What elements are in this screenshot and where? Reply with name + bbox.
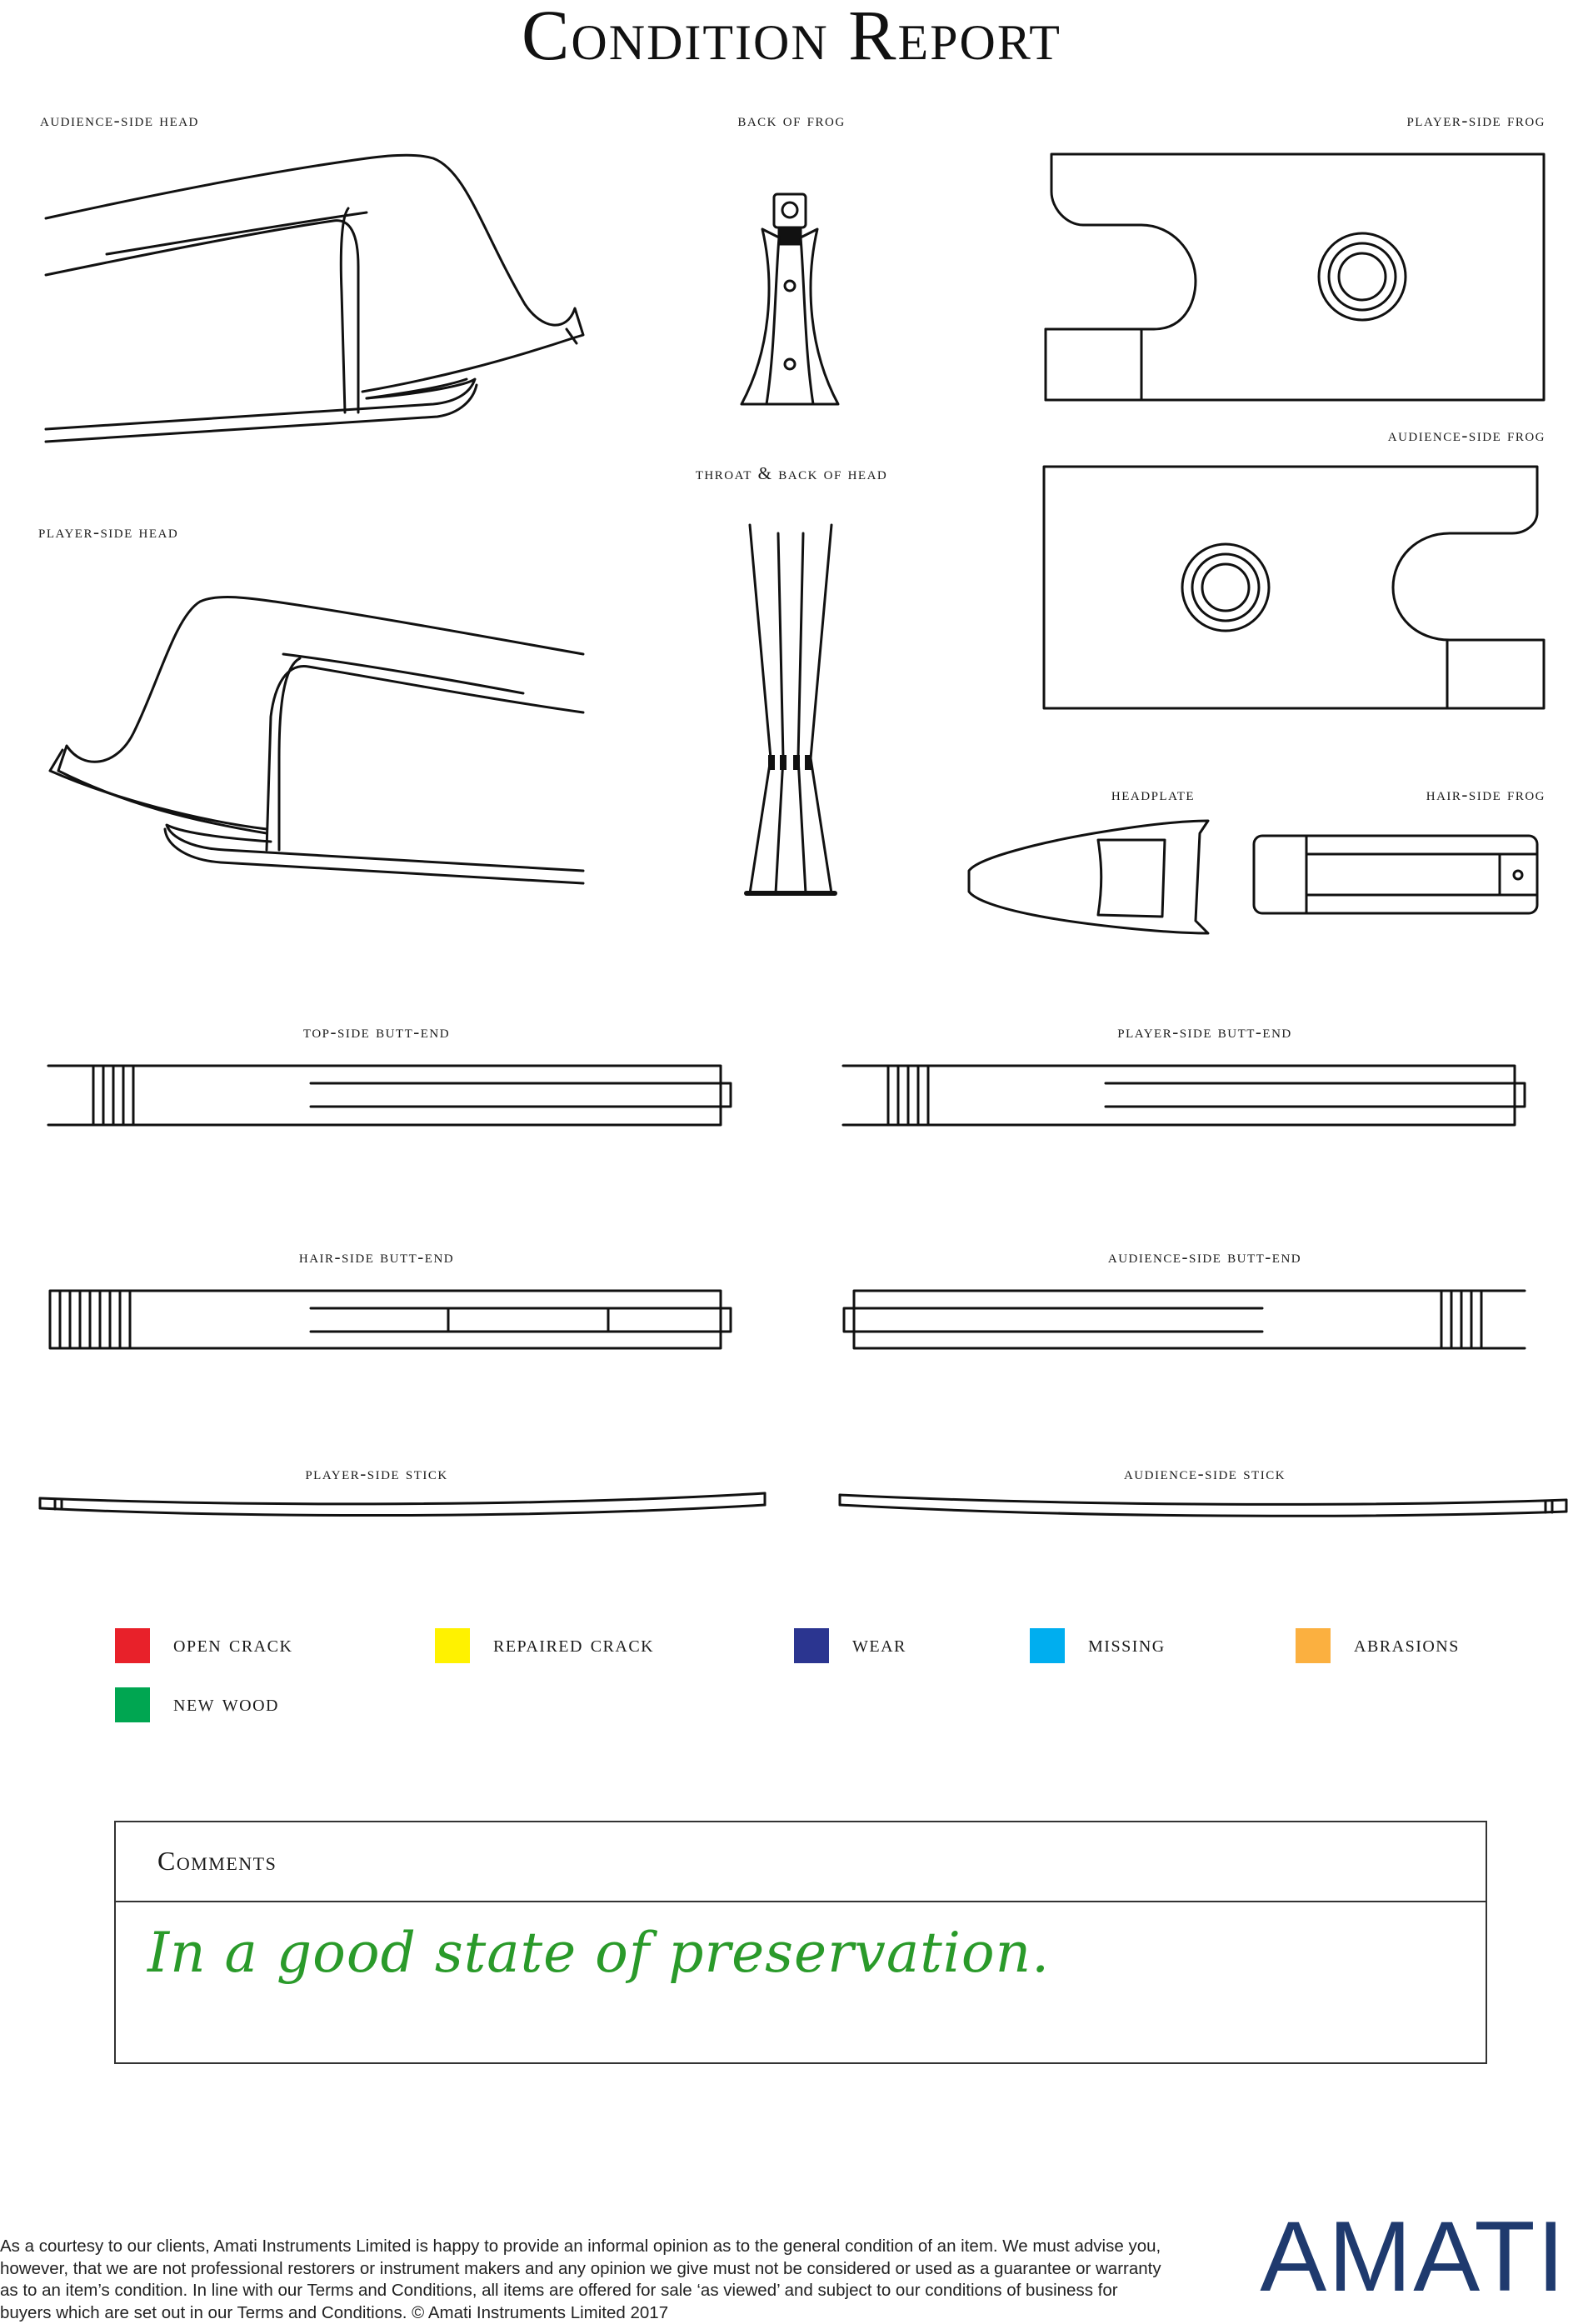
comments-box[interactable] <box>114 1821 1487 2064</box>
disclaimer-text: As a courtesy to our clients, Amati Instruments Limited is happy to provide an informal opinion as to the general condition of an item. We must advise you, however, that we are not professional restorers or instrument makers and any opinion we give must not be considered or used as a guarantee or warranty as to an item’s condition. In line with our Terms and Conditions, all items are offered for sale ‘as viewed’ and subject to our conditions of business for buyers which are set out in our Terms and Conditions. © Amati Instruments Limited 2017 <box>0 2237 1161 2322</box>
legend-swatch <box>435 1628 470 1663</box>
page-title: Condition Report <box>522 0 1061 75</box>
comments-handwriting: In a good state of preservation. <box>147 1921 1051 1985</box>
label-player-side-stick: player-side stick <box>305 1463 448 1483</box>
comments-label: Comments <box>157 1846 277 1876</box>
label-hair-side-frog: hair-side frog <box>1426 784 1546 804</box>
audience-side-frog-drawing <box>1044 467 1544 708</box>
label-headplate: headplate <box>1111 784 1196 804</box>
legend-label: abrasions <box>1354 1631 1460 1657</box>
legend-label: wear <box>852 1631 906 1657</box>
label-audience-side-stick: audience-side stick <box>1123 1463 1286 1483</box>
audience-side-butt-end-drawing <box>844 1291 1525 1348</box>
comments-header <box>116 1822 1486 1902</box>
label-audience-side-head: audience-side head <box>40 110 199 130</box>
headplate-drawing <box>969 821 1208 933</box>
label-audience-side-butt-end: audience-side butt-end <box>1107 1247 1302 1267</box>
legend-swatch <box>794 1628 829 1663</box>
legend-label: missing <box>1088 1631 1166 1657</box>
hair-side-frog-drawing <box>1254 836 1537 913</box>
top-side-butt-end-drawing <box>48 1066 731 1125</box>
hair-side-butt-end-drawing <box>50 1291 731 1348</box>
label-player-side-head: player-side head <box>38 522 179 542</box>
label-back-of-frog: back of frog <box>737 110 846 130</box>
label-player-side-butt-end: player-side butt-end <box>1117 1022 1292 1042</box>
audience-side-stick-drawing <box>840 1495 1566 1516</box>
label-top-side-butt-end: top-side butt-end <box>302 1022 451 1042</box>
amati-logo: AMATI <box>1260 2201 1566 2312</box>
label-player-side-frog: player-side frog <box>1406 110 1546 130</box>
label-throat-back-of-head: throat & back of head <box>695 463 888 483</box>
legend-swatch <box>1030 1628 1065 1663</box>
back-of-frog-drawing <box>742 194 838 404</box>
legend-swatch <box>115 1687 150 1722</box>
legend-swatch <box>115 1628 150 1663</box>
legend-label: open crack <box>173 1631 293 1657</box>
throat-back-of-head-drawing <box>747 525 835 893</box>
player-side-butt-end-drawing <box>843 1066 1525 1125</box>
legend-swatch <box>1296 1628 1331 1663</box>
legend-label: repaired crack <box>493 1631 655 1657</box>
label-hair-side-butt-end: hair-side butt-end <box>298 1247 455 1267</box>
player-side-head-drawing <box>50 597 583 883</box>
player-side-frog-drawing <box>1046 154 1544 400</box>
player-side-stick-drawing <box>40 1493 765 1516</box>
label-audience-side-frog: audience-side frog <box>1387 425 1546 445</box>
audience-side-head-drawing <box>46 155 583 442</box>
legend-label: new wood <box>173 1690 279 1717</box>
